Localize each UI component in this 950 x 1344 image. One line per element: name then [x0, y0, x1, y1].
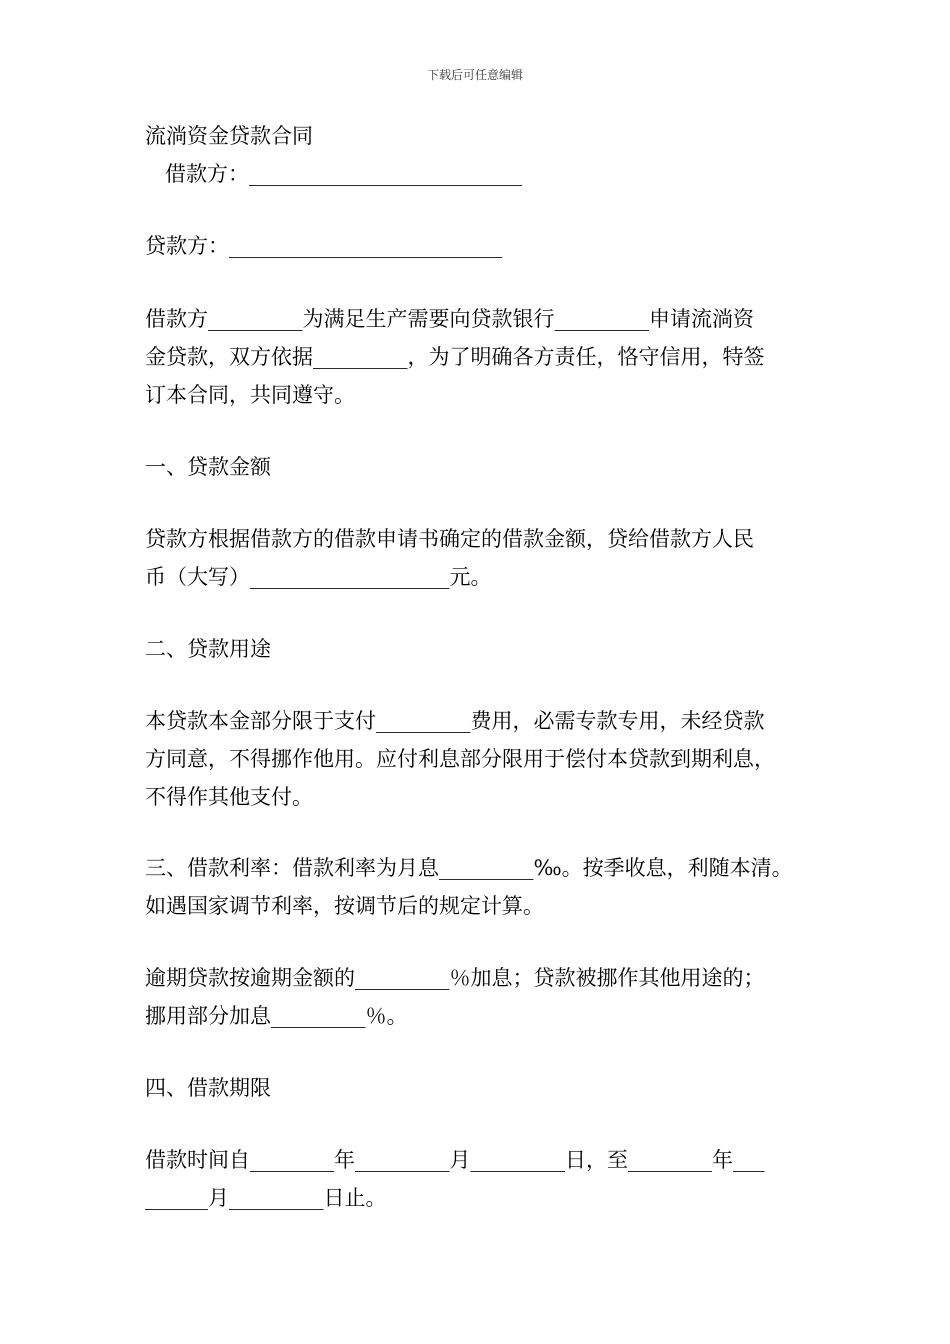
section-body-line: 不得作其他支付。 [145, 785, 313, 809]
section-heading-amount: 一、贷款金额 [145, 455, 271, 479]
intro-line: 订本合同，共同遵守。 [145, 383, 355, 407]
section-body-line: 方同意，不得挪作他用。应付利息部分限用于偿付本贷款到期利息， [145, 747, 775, 771]
intro-line: 借款方_________为满足生产需要向贷款银行_________申请流淌资 [145, 307, 754, 331]
borrower-field: 借款方：__________________________ [165, 162, 522, 186]
intro-line: 金贷款，双方依据_________，为了明确各方责任，恪守信用，特签 [145, 345, 765, 369]
section-body-line: 贷款方根据借款方的借款申请书确定的借款金额，贷给借款方人民 [145, 527, 754, 551]
lender-field: 贷款方：__________________________ [145, 234, 502, 258]
header-note: 下载后可任意编辑 [426, 68, 523, 82]
overdue-line: 逾期贷款按逾期金额的_________％加息；贷款被挪作其他用途的； [145, 966, 765, 990]
section-body-line: 借款时间自________年_________月_________日，至________年___ [145, 1148, 765, 1172]
section-heading-purpose: 二、贷款用途 [145, 637, 271, 661]
overdue-line: 挪用部分加息_________％。 [145, 1004, 408, 1028]
section-body-line: 如遇国家调节利率，按调节后的规定计算。 [145, 894, 544, 918]
section-heading-term: 四、借款期限 [145, 1076, 271, 1100]
section-body-line: 币（大写）___________________元。 [145, 565, 492, 589]
section-body-line: ______月_________日止。 [145, 1186, 387, 1210]
section-body-line: 本贷款本金部分限于支付_________费用，必需专款专用，未经贷款 [145, 709, 765, 733]
document-title: 流淌资金贷款合同 [145, 124, 313, 148]
section-body-line: 三、借款利率：借款利率为月息_________‰。按季收息，利随本清。 [145, 856, 793, 880]
